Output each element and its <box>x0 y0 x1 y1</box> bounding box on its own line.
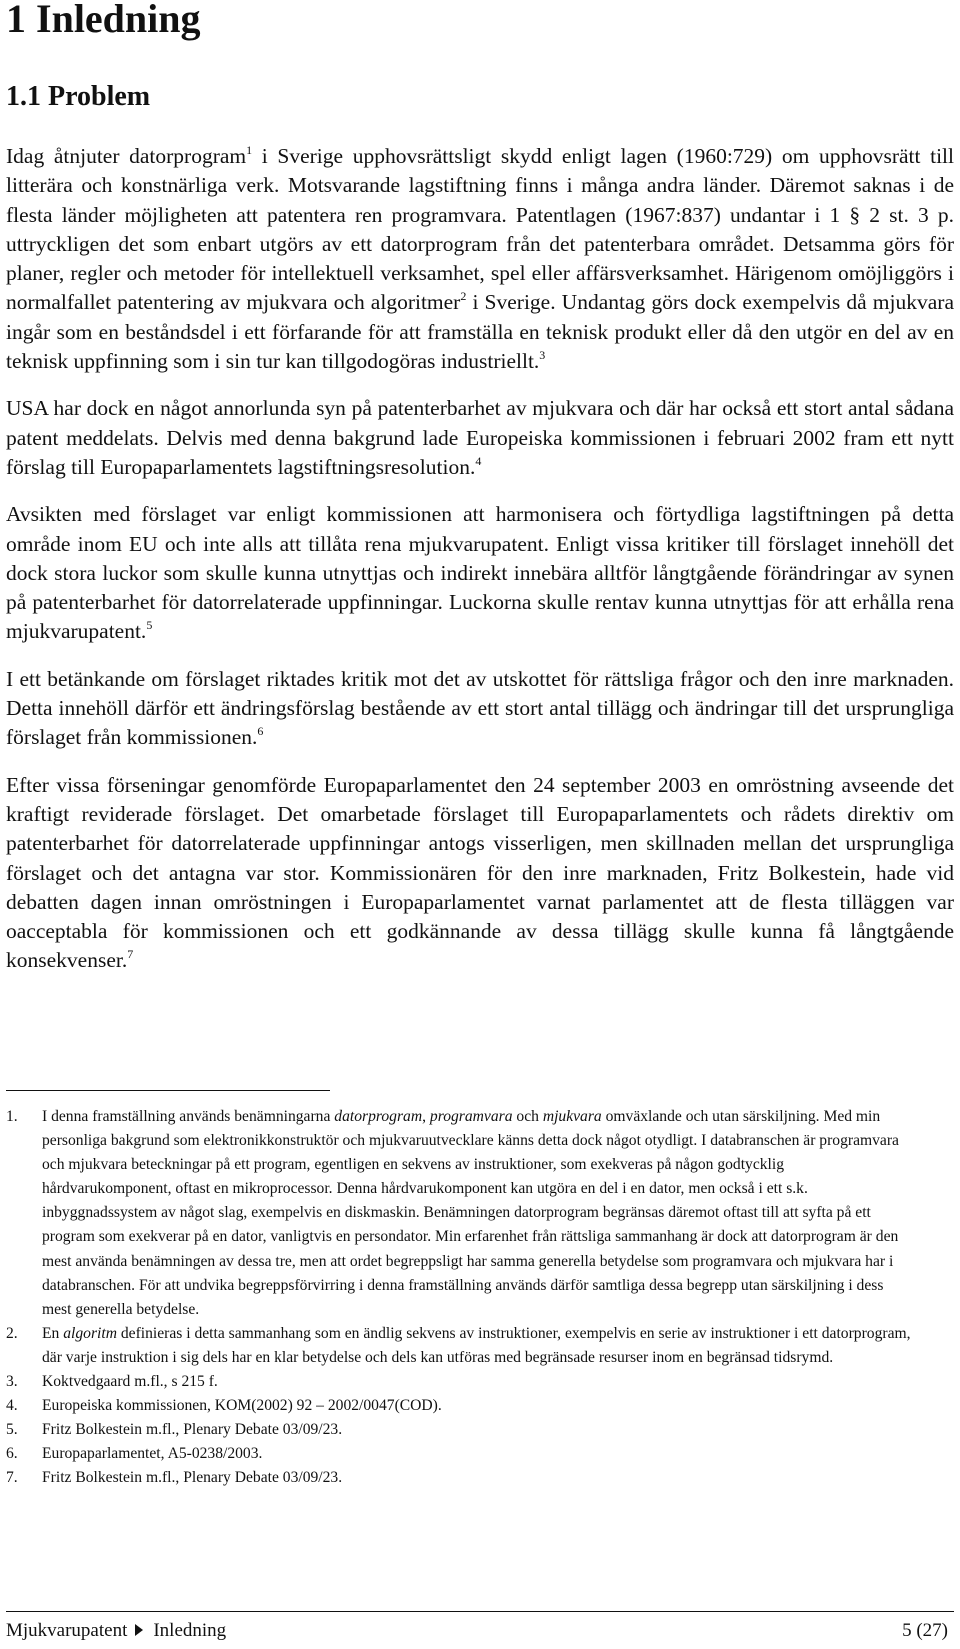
page-number: 5 (27) <box>902 1620 948 1641</box>
footnote-3 <box>6 1370 916 1394</box>
footer-rule <box>6 1611 954 1612</box>
paragraph-4 <box>6 665 954 753</box>
paragraph-text: I ett betänkande om förslaget riktades kritik mot det av utskottet för rättsliga frågor och den inre marknaden. Detta innehöll därför ett ändringsförslag bestående av ett stort antal tillägg och ändringar till det ursprungliga förslaget från kommissionen. <box>6 666 954 750</box>
footnote-text: , <box>422 1108 430 1125</box>
footnote-term: datorprogram <box>334 1108 423 1125</box>
footnote-ref-5: 5 <box>146 618 153 633</box>
footnote-list <box>6 1105 916 1491</box>
footnote-text: Koktvedgaard m.fl., s 215 f. <box>42 1373 218 1391</box>
footnote-text: I denna framställning används benämningarna <box>42 1108 335 1125</box>
paragraph-5 <box>6 771 954 976</box>
paragraph-3 <box>6 500 954 646</box>
footnote-7 <box>6 1466 916 1490</box>
footnote-term: mjukvara <box>542 1108 602 1125</box>
footnote-text: Europeiska kommissionen, KOM(2002) 92 – 2002/0047(COD). <box>42 1397 442 1415</box>
footnote-number: 2. <box>6 1324 18 1342</box>
footnote-term: algoritm <box>63 1324 117 1342</box>
footnote-ref-1: 1 <box>246 143 253 157</box>
footnote-number: 3. <box>6 1373 18 1391</box>
paragraph-text: i Sverige upphovsrättsligt skydd enligt lagen (1960:729) om upphovsrätt till litterära och konstnärliga verk. Motsvarande lagstiftning finns i många andra länder. Däremot saknas i de flesta länder möjligheten att patentera ren programvara. Patentlagen (1967:837) undantar i 1 § 2 st. 3 p. uttryckligen det som enbart utgörs av ett datorprogram från det patenterbara området. Detsamma görs för planer, regler och metoder för intellektuell verksamhet, spel eller affärsverksamhet. Härigenom omöjliggörs i normalfallet patentering av mjukvara och algoritmer <box>6 144 954 315</box>
footnote-number: 7. <box>6 1469 18 1487</box>
section-heading: 1.1 Problem <box>6 81 151 112</box>
body-text <box>6 142 954 994</box>
footnote-text: Fritz Bolkestein m.fl., Plenary Debate 03/09/23. <box>42 1469 343 1487</box>
footnote-ref-2: 2 <box>460 289 467 304</box>
footnote-text: Fritz Bolkestein m.fl., Plenary Debate 03/09/23. <box>42 1421 343 1439</box>
footnote-ref-3: 3 <box>539 348 546 363</box>
footnote-text: omväxlande och utan särskiljning. Med min personliga bakgrund som elektronikkonstruktör och mjukvaruutvecklare känns detta dock något otydligt. I databranschen är programvara och mjukvara beteckningar på ett program, egentligen en sekvens av instruktioner, som exekveras på någon godtycklig hårdvarukomponent, oftast en mikroprocessor. Denna hårdvarukomponent kan utgöra en del i en dator, men också i ett s.k. inbyggnadssystem av något slag, exempelvis en diskmaskin. Benämningen datorprogram begränsas däremot oftast till att syfta på ett program som exekverar på en dator, vanligtvis en persondator. Min erfarenhet från rättsliga sammanhang är dock att datorprogram är den mest använda benämningen av dessa tre, men att ordet begreppsligt har samma generella betydelse som programvara och mjukvara har i databranschen. För att undvika begreppsförvirring i denna framställning används därför samtliga dessa begrepp utan särskiljning i dess mest generella betydelse. <box>42 1108 899 1318</box>
paragraph-text: Avsikten med förslaget var enligt kommissionen att harmonisera och förtydliga lagstiftningen på detta område inom EU och inte alls att tillåta rena mjukvarupatent. Enligt vissa kritiker till förslaget innehöll det dock stora luckor som skulle kunna utnyttjas och indirekt innebära alltför långtgående förändringar av synen på patenterbarhet för datorrelaterade uppfinningar. Luckorna skulle rentav kunna utnyttjas för att erhålla rena mjukvarupatent. <box>6 502 954 644</box>
footer-breadcrumb <box>6 1617 226 1645</box>
footnote-number: 4. <box>6 1397 18 1415</box>
footer-document-title: Mjukvarupatent <box>6 1620 128 1641</box>
paragraph-text: i Sverige. Undantag görs dock exempelvis då mjukvara ingår som en beståndsdel i ett förfarande för att framställa en teknisk produkt eller då den utgör en del av en teknisk uppfinning som i sin tur kan tillgodogöras industriellt. <box>6 290 954 374</box>
footnote-2 <box>6 1322 916 1370</box>
paragraph-text: Idag åtnjuter datorprogram <box>6 144 247 168</box>
paragraph-text: Efter vissa förseningar genomförde Europaparlamentet den 24 september 2003 en omröstning avseende det kraftigt reviderade förslaget. Det omarbetade förslaget till Europaparlamentets och rådets direktiv om patenterbarhet för datorrelaterade uppfinningar antogs visserligen, men skillnaden mellan det ursprungliga förslaget och det antagna var stor. Kommissionären för den inre marknaden, Fritz Bolkestein, hade vid debatten dagen innan omröstningen i Europaparlamentet varnat parlamentet att de flesta tilläggen var oacceptabla för kommissionen och ett godkännande av dessa tillägg skulle kunna få långtgående konsekvenser. <box>6 772 954 973</box>
triangle-right-icon <box>135 1624 143 1636</box>
paragraph-1 <box>6 142 954 376</box>
footnote-separator <box>6 1090 330 1091</box>
footnote-text: En <box>42 1324 64 1342</box>
footer-section-title: Inledning <box>153 1620 227 1641</box>
paragraph-text: USA har dock en något annorlunda syn på patenterbarhet av mjukvara och där har också ett stort antal sådana patent meddelats. Delvis med denna bakgrund lade Europeiska kommissionen i februari 2002 fram ett nytt förslag till Europaparlamentets lagstiftningsresolution. <box>6 396 954 479</box>
footnote-term: programvara <box>429 1108 513 1125</box>
footnote-5 <box>6 1418 916 1442</box>
footnote-ref-7: 7 <box>127 947 134 962</box>
footnote-6 <box>6 1442 916 1466</box>
footnote-4 <box>6 1394 916 1418</box>
footnote-text: definieras i detta sammanhang som en ändlig sekvens av instruktioner, exempelvis en serie av instruktioner i ett datorprogram, där varje instruktion i sig dels har en klar betydelse och dels kan utföras med begränsade resurser inom en begränsad tidsrymd. <box>42 1324 911 1366</box>
paragraph-2 <box>6 394 954 482</box>
footnote-ref-4: 4 <box>475 453 482 468</box>
footnote-text: Europaparlamentet, A5-0238/2003. <box>42 1445 263 1463</box>
footnote-number: 5. <box>6 1421 18 1439</box>
footnote-text: och <box>512 1108 543 1125</box>
page-footer <box>6 1617 948 1645</box>
footnote-number: 6. <box>6 1445 18 1463</box>
footnote-1 <box>6 1105 916 1322</box>
chapter-heading: 1 Inledning <box>6 0 201 41</box>
footnote-number: 1. <box>6 1108 18 1125</box>
footnote-ref-6: 6 <box>257 724 264 739</box>
